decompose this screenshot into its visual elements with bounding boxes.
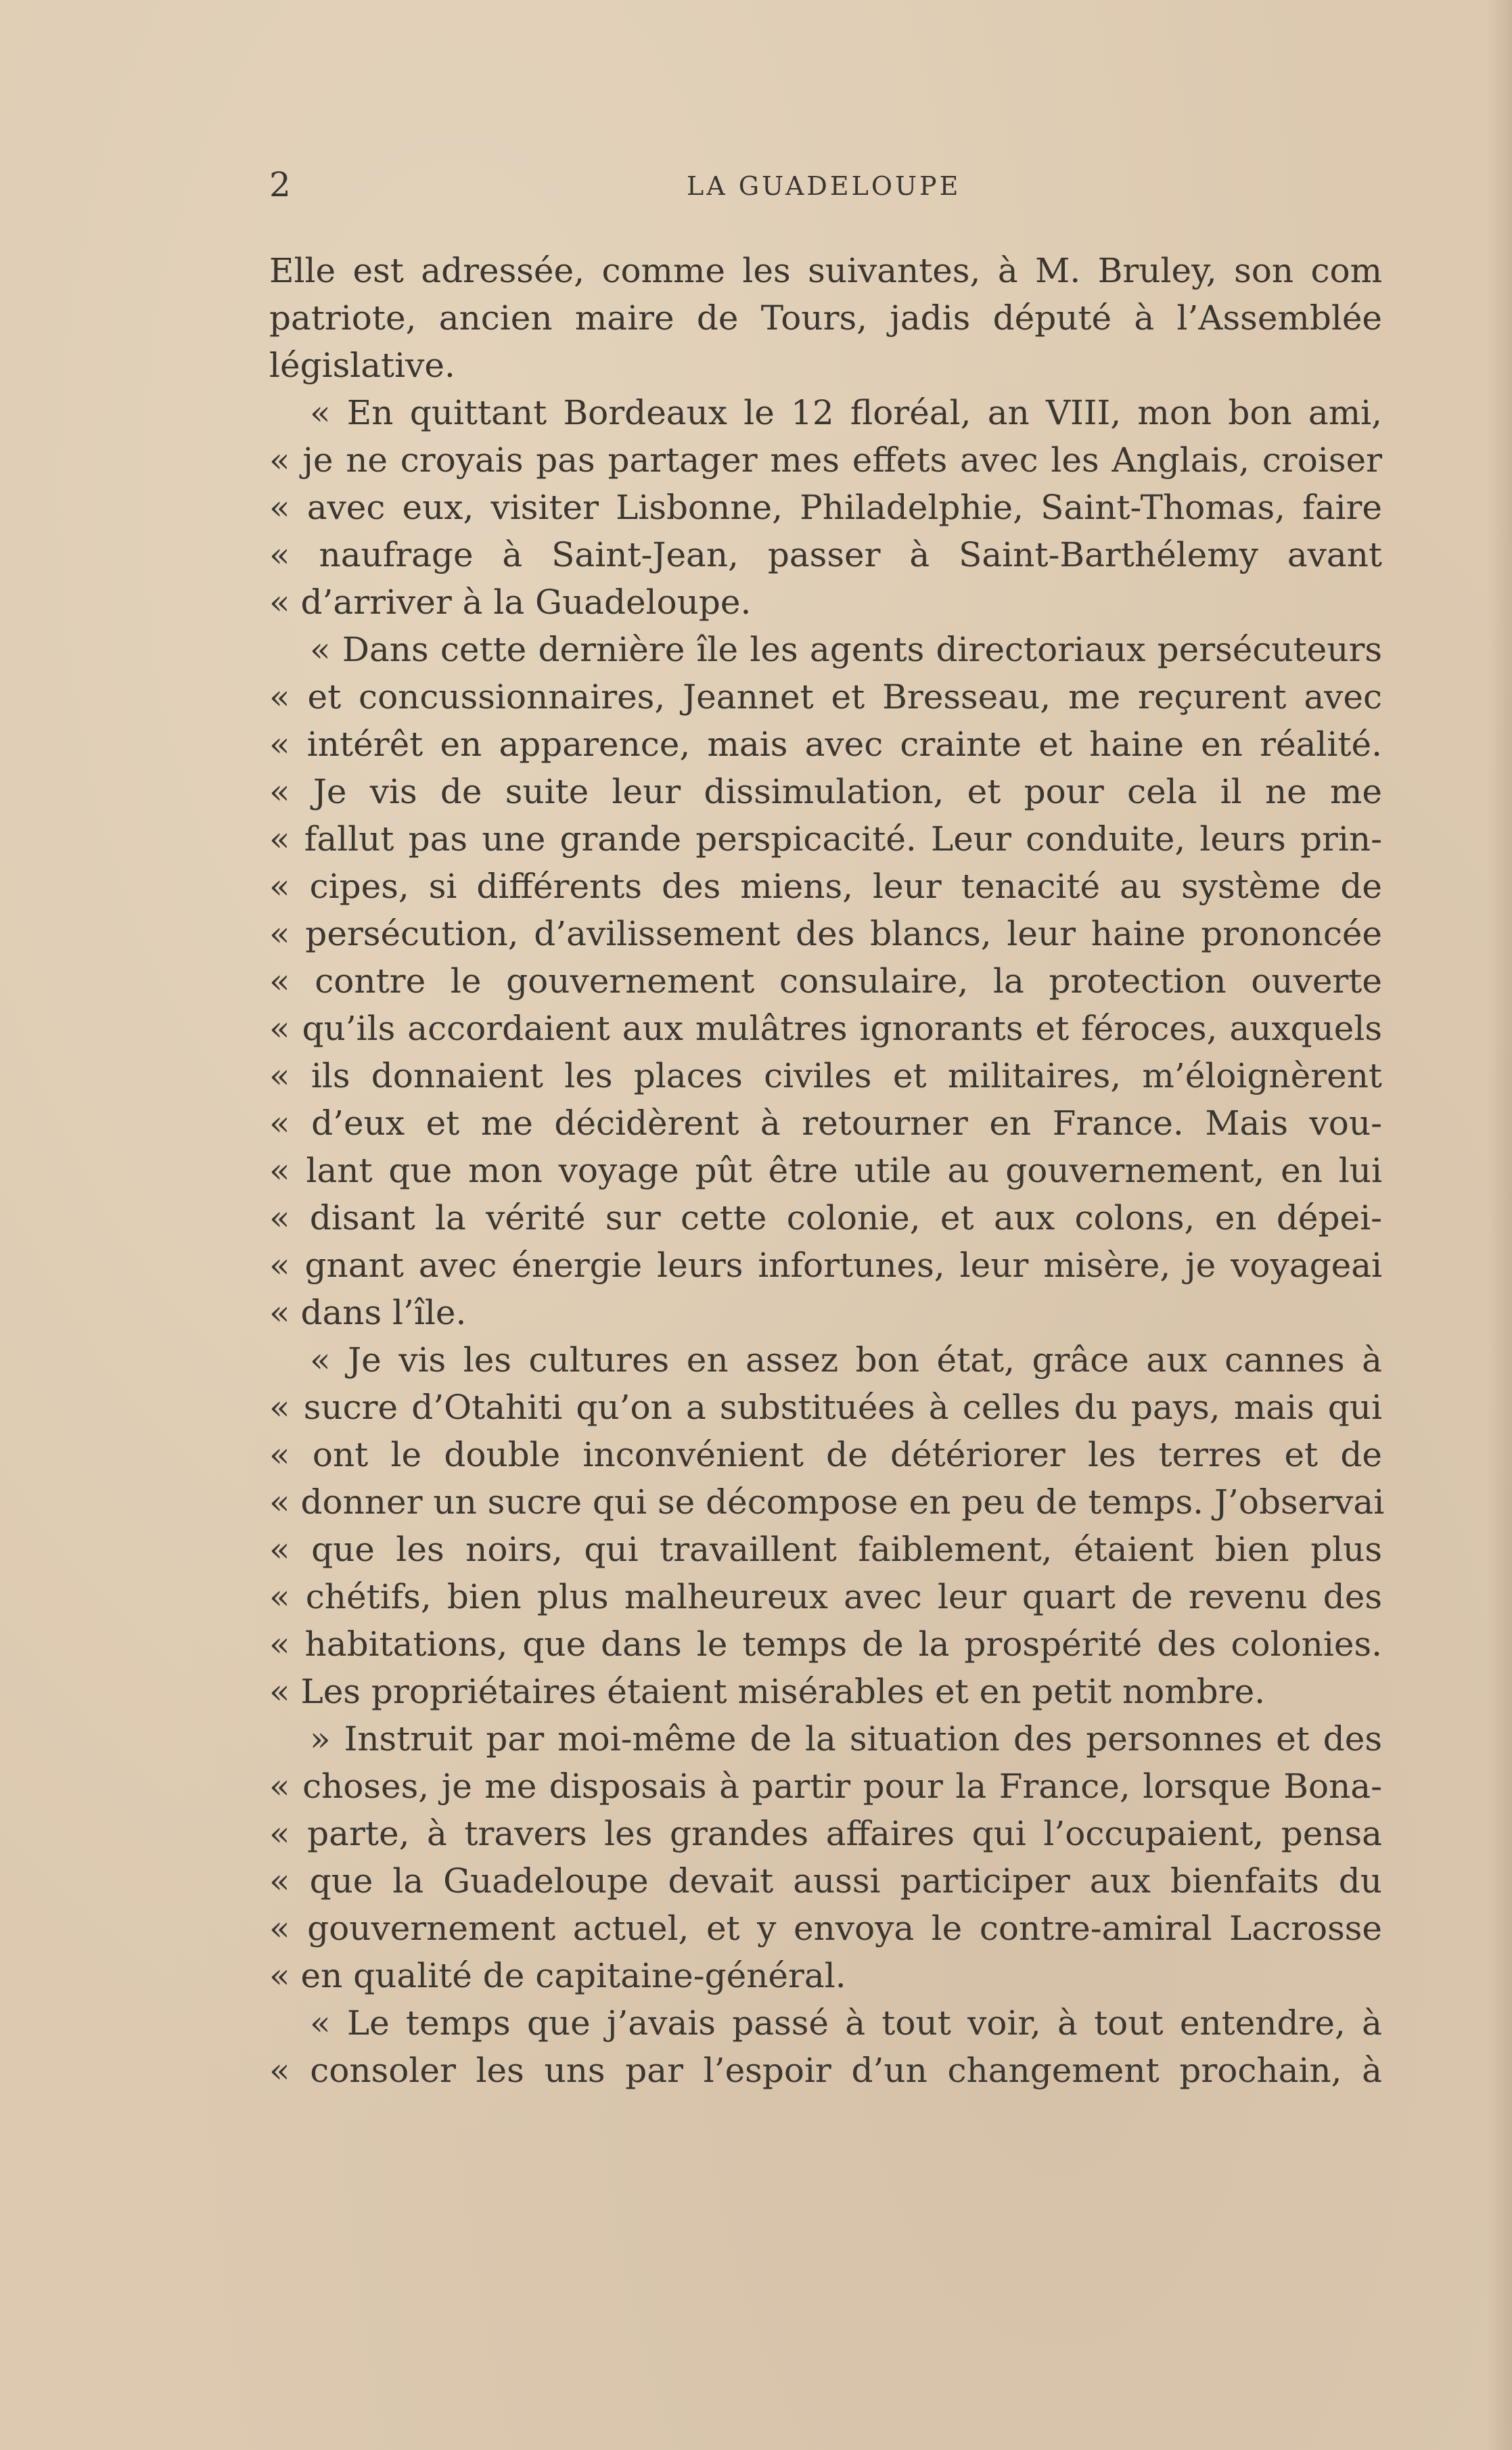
text-line: « d’eux et me décidèrent à retourner en France. Mais vou-: [269, 1104, 1382, 1143]
text-line: « fallut pas une grande perspicacité. Leur conduite, leurs prin-: [269, 819, 1382, 859]
text-line: « en qualité de capitaine-général.: [269, 1956, 846, 1995]
text-line: « donner un sucre qui se décompose en peu de temps. J’observai: [269, 1482, 1385, 1522]
text-line: « naufrage à Saint-Jean, passer à Saint-Barthélemy avant: [269, 535, 1382, 574]
text-line: » Instruit par moi-même de la situation des personnes et des: [310, 1719, 1382, 1759]
text-line: législative.: [269, 346, 455, 385]
text-line: « gnant avec énergie leurs infortunes, leur misère, je voyageai: [269, 1246, 1382, 1285]
text-line: « Dans cette dernière île les agents directoriaux persécuteurs: [310, 630, 1382, 669]
text-line: « dans l’île.: [269, 1293, 467, 1332]
text-line: « que la Guadeloupe devait aussi participer aux bienfaits du: [269, 1861, 1382, 1901]
text-line: « contre le gouvernement consulaire, la protection ouverte: [269, 961, 1382, 1001]
text-line: « qu’ils accordaient aux mulâtres ignorants et féroces, auxquels: [269, 1009, 1382, 1048]
text-line: « Le temps que j’avais passé à tout voir, à tout entendre, à: [310, 2003, 1382, 2043]
text-line: « que les noirs, qui travaillent faiblement, étaient bien plus: [269, 1530, 1382, 1569]
text-line: « Les propriétaires étaient misérables et en petit nombre.: [269, 1672, 1266, 1711]
text-line: « Je vis de suite leur dissimulation, et pour cela il ne me: [269, 772, 1382, 811]
text-line: patriote, ancien maire de Tours, jadis député à l’Assemblée: [269, 298, 1382, 338]
text-line: « persécution, d’avilissement des blancs, leur haine prononcée: [269, 914, 1382, 953]
text-line: « intérêt en apparence, mais avec crainte et haine en réalité.: [269, 725, 1382, 764]
text-line: « chétifs, bien plus malheureux avec leur quart de revenu des: [269, 1577, 1382, 1616]
text-line: « habitations, que dans le temps de la prospérité des colonies.: [269, 1625, 1382, 1664]
text-line: « gouvernement actuel, et y envoya le contre-amiral Lacrosse: [269, 1909, 1382, 1948]
text-line: « disant la vérité sur cette colonie, et aux colons, en dépei-: [269, 1198, 1382, 1238]
text-line: « ont le double inconvénient de détériorer les terres et de: [269, 1435, 1382, 1474]
text-line: « ils donnaient les places civiles et militaires, m’éloignèrent: [269, 1056, 1382, 1095]
running-head: LA GUADELOUPE: [687, 171, 961, 201]
body-text: [269, 247, 1385, 2094]
text-line: Elle est adressée, comme les suivantes, à M. Bruley, son com: [269, 251, 1382, 290]
page-number: 2: [269, 165, 292, 204]
text-line: « Je vis les cultures en assez bon état, grâce aux cannes à: [310, 1340, 1382, 1380]
text-line: « d’arriver à la Guadeloupe.: [269, 583, 752, 622]
text-line: « cipes, si différents des miens, leur tenacité au système de: [269, 867, 1382, 906]
text-line: « je ne croyais pas partager mes effets avec les Anglais, croiser: [269, 440, 1382, 480]
text-line: « lant que mon voyage pût être utile au gouvernement, en lui: [269, 1151, 1382, 1190]
page-edge-shadow: [1488, 0, 1512, 2450]
text-line: « avec eux, visiter Lisbonne, Philadelphie, Saint-Thomas, faire: [269, 488, 1382, 527]
text-line: « consoler les uns par l’espoir d’un changement prochain, à: [269, 2051, 1382, 2090]
text-line: « choses, je me disposais à partir pour la France, lorsque Bona-: [269, 1767, 1382, 1806]
text-line: « sucre d’Otahiti qu’on a substituées à celles du pays, mais qui: [269, 1388, 1382, 1427]
text-line: « et concussionnaires, Jeannet et Bresseau, me reçurent avec: [269, 677, 1382, 717]
text-line: « parte, à travers les grandes affaires qui l’occupaient, pensa: [269, 1814, 1382, 1853]
text-line: « En quittant Bordeaux le 12 floréal, an VIII, mon bon ami,: [310, 393, 1382, 432]
